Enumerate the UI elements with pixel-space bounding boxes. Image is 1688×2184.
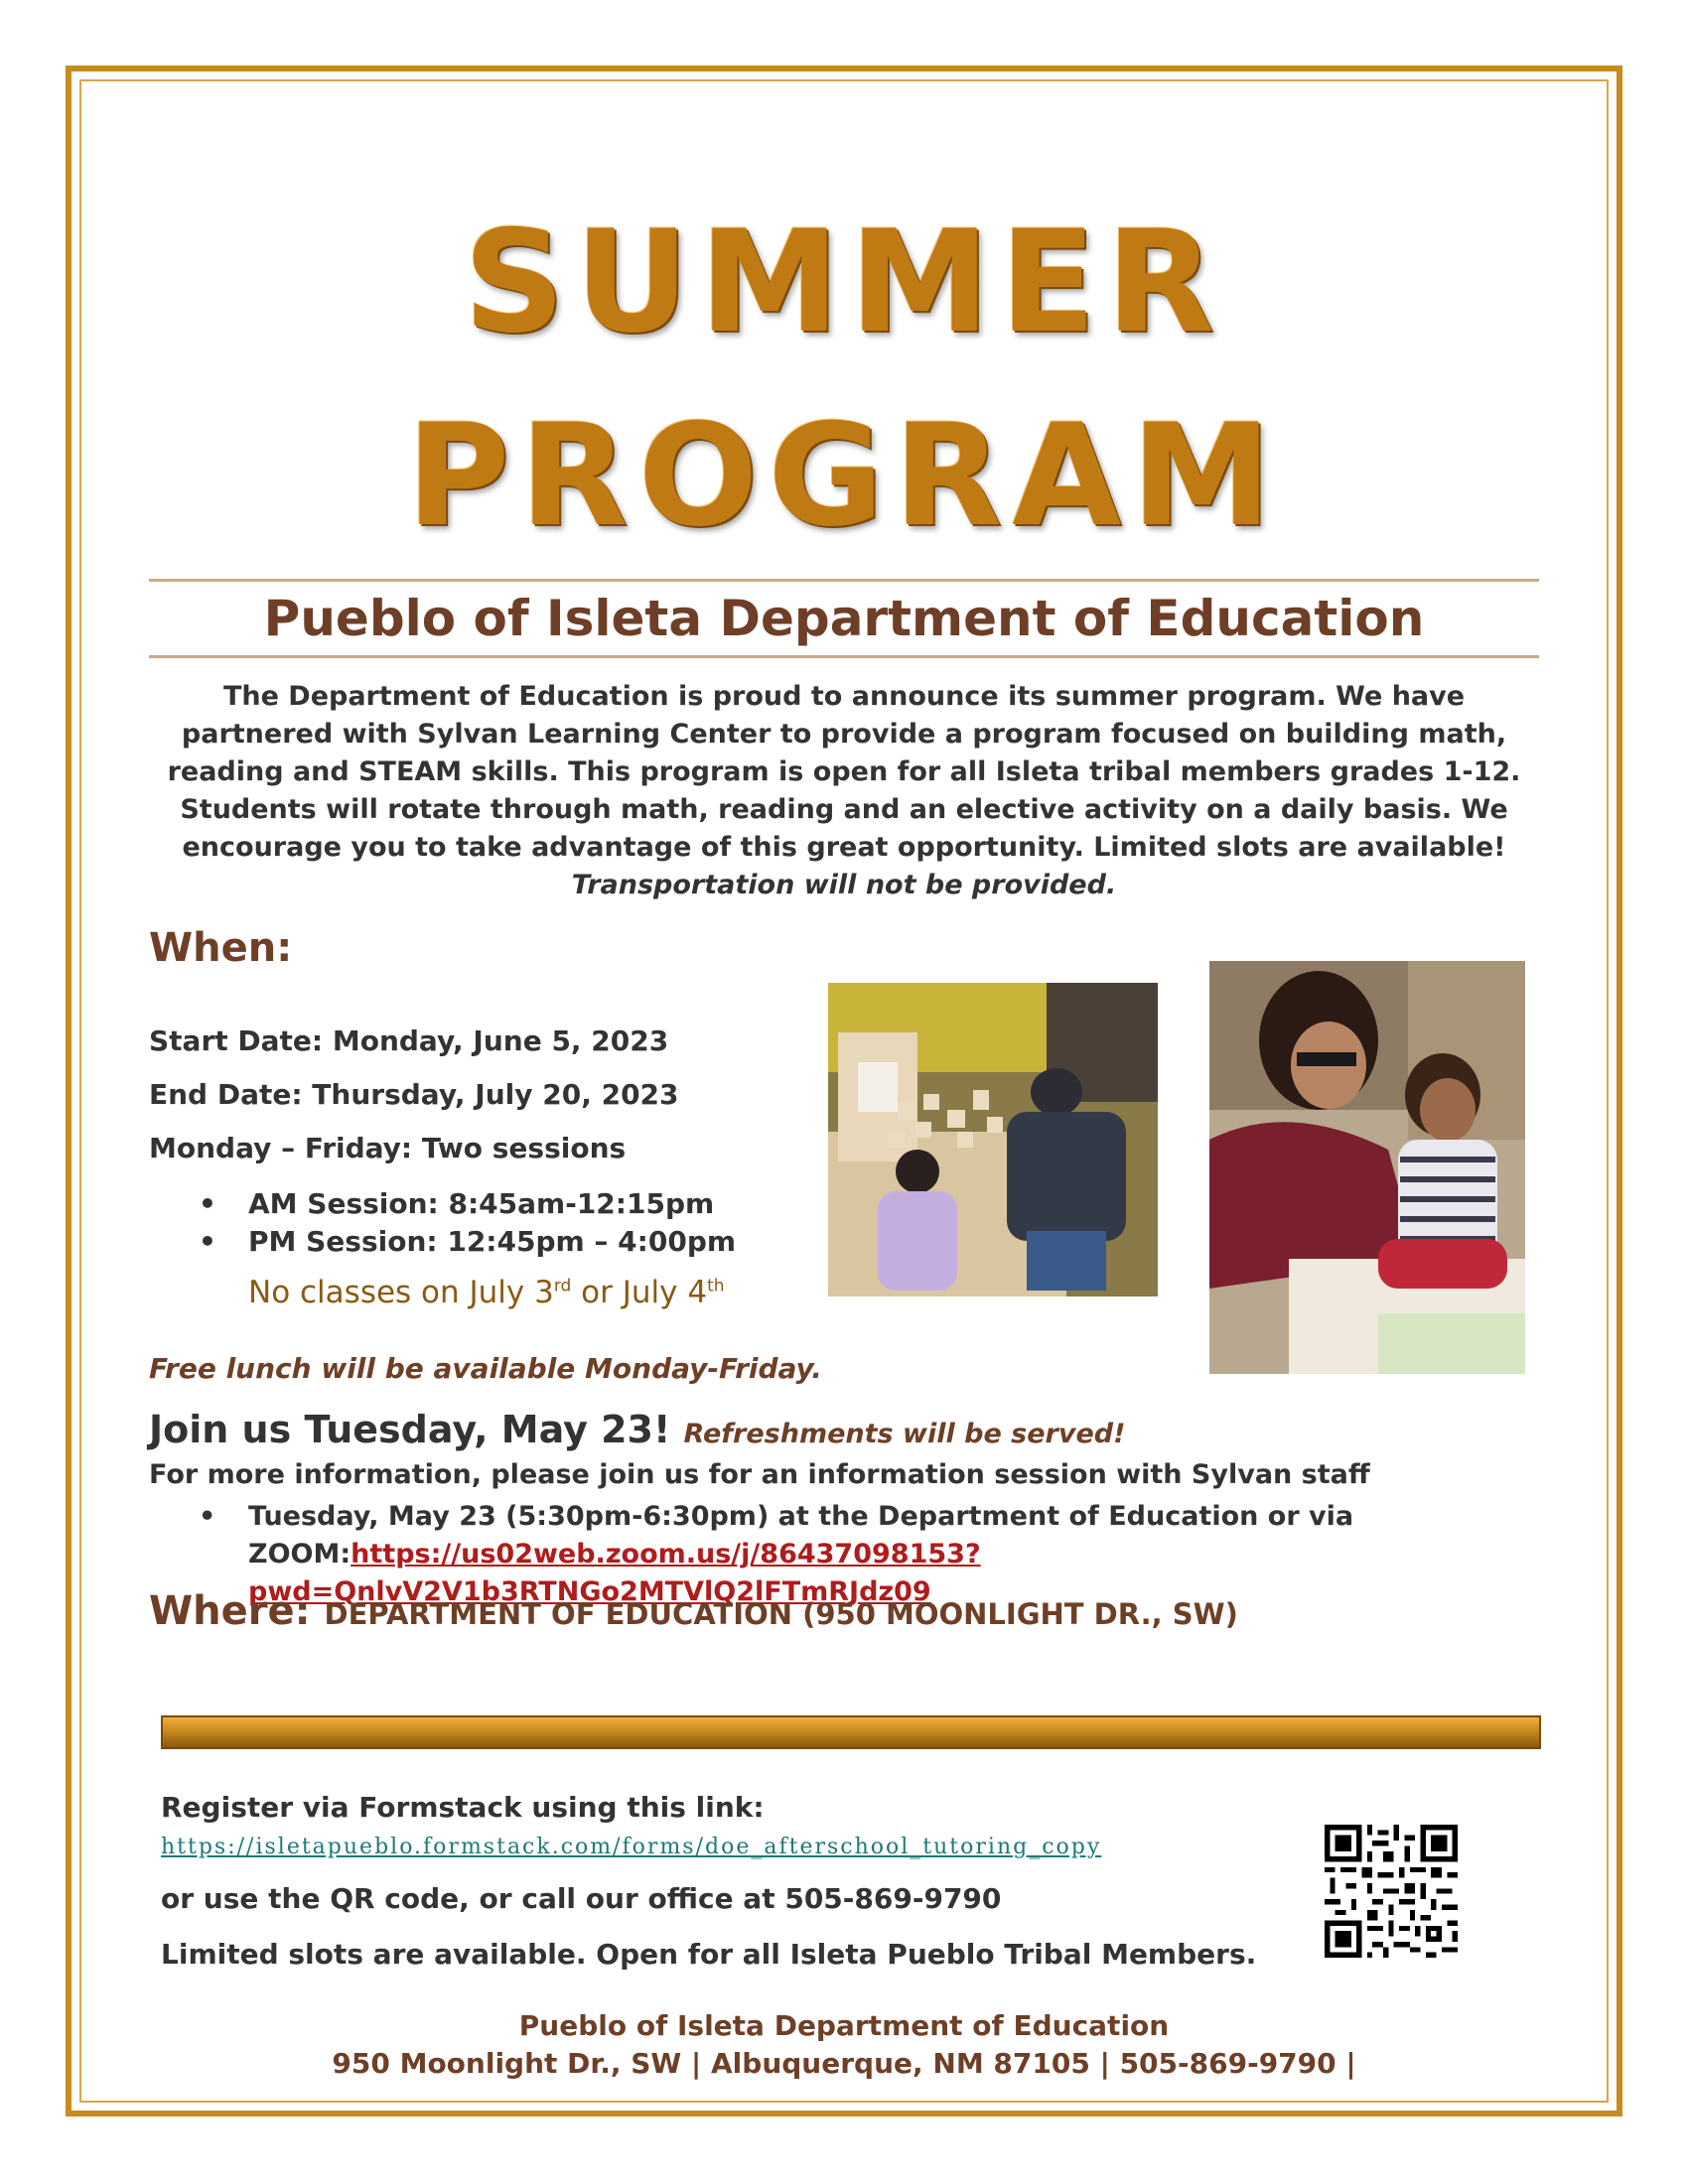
when-heading: When:: [149, 925, 293, 971]
divider-top: [149, 579, 1539, 582]
no-classes-note: [248, 1275, 725, 1310]
title-summer: SUMMER: [463, 201, 1225, 364]
qr-code-icon[interactable]: [1325, 1825, 1458, 1958]
info-session-text: Tuesday, May 23 (5:30pm-6:30pm) at the Department of Education or via ZOOM:: [248, 1501, 1354, 1570]
more-info-text: For more information, please join us for an information session with Sylvan staff: [149, 1459, 1370, 1490]
lunch-note: Free lunch will be available Monday-Friday.: [149, 1352, 822, 1385]
list-item: • AM Session: 8:45am-12:15pm: [199, 1187, 736, 1225]
join-title: Join us Tuesday, May 23!: [149, 1408, 671, 1451]
end-date: End Date: Thursday, July 20, 2023: [149, 1078, 679, 1111]
ordinal-rd: rd: [553, 1276, 572, 1297]
where-line: [149, 1588, 1238, 1634]
intro-paragraph: [159, 678, 1529, 904]
start-date: Start Date: Monday, June 5, 2023: [149, 1024, 669, 1057]
footer-contact: 950 Moonlight Dr., SW | Albuquerque, NM 87105 | 505-869-9790 |: [332, 2047, 1356, 2080]
photo-children-blocks-illustration: [828, 983, 1158, 1297]
gold-divider-bar: [161, 1715, 1541, 1749]
limited-slots-text: Limited slots are available. Open for all Isleta Pueblo Tribal Members.: [161, 1938, 1257, 1971]
title-program: PROGRAM: [406, 394, 1282, 558]
register-instruction: Register via Formstack using this link:: [161, 1791, 765, 1824]
join-heading: [149, 1408, 1125, 1451]
list-item: • PM Session: 12:45pm – 4:00pm: [199, 1225, 736, 1263]
no-classes-middle: or July 4: [571, 1275, 708, 1310]
zoom-link[interactable]: https://us02web.zoom.us/j/86437098153?pwd=QnlvV2V1b3RTNGo2MTVlQ2lFTmRJdz09: [248, 1539, 981, 1607]
photo-woman-and-child-illustration: [1209, 961, 1525, 1374]
session-days: Monday – Friday: Two sessions: [149, 1132, 627, 1164]
photo-woman-and-child: [1209, 961, 1525, 1374]
formstack-link[interactable]: https://isletapueblo.formstack.com/forms/doe_afterschool_tutoring_copy: [161, 1835, 1102, 1859]
transport-note: Transportation will not be provided.: [571, 870, 1117, 900]
qr-call-text: or use the QR code, or call our office at 505-869-9790: [161, 1882, 1002, 1915]
footer-org: Pueblo of Isleta Department of Education: [518, 2009, 1170, 2042]
photo-children-blocks: [828, 983, 1158, 1297]
divider-bottom: [149, 655, 1539, 658]
where-heading: Where:: [149, 1588, 311, 1634]
refreshments-note: Refreshments will be served!: [683, 1419, 1126, 1449]
where-address: DEPARTMENT OF EDUCATION (950 MOONLIGHT DR., SW): [324, 1597, 1238, 1631]
department-title: Pueblo of Isleta Department of Education: [263, 590, 1425, 647]
ordinal-th: th: [707, 1276, 725, 1297]
intro-text: The Department of Education is proud to announce its summer program. We have partnered with Sylvan Learning Center to provide a program focused on building math, reading and STEAM skills. This program is open for all Isleta tribal members grades 1-12. Students will rotate through math, reading and an elective activity on a daily basis. We encourage you to take advantage of this great opportunity. Limited slots are available!: [167, 681, 1521, 863]
no-classes-prefix: No classes on July 3: [248, 1275, 554, 1310]
session-list: [199, 1187, 736, 1263]
